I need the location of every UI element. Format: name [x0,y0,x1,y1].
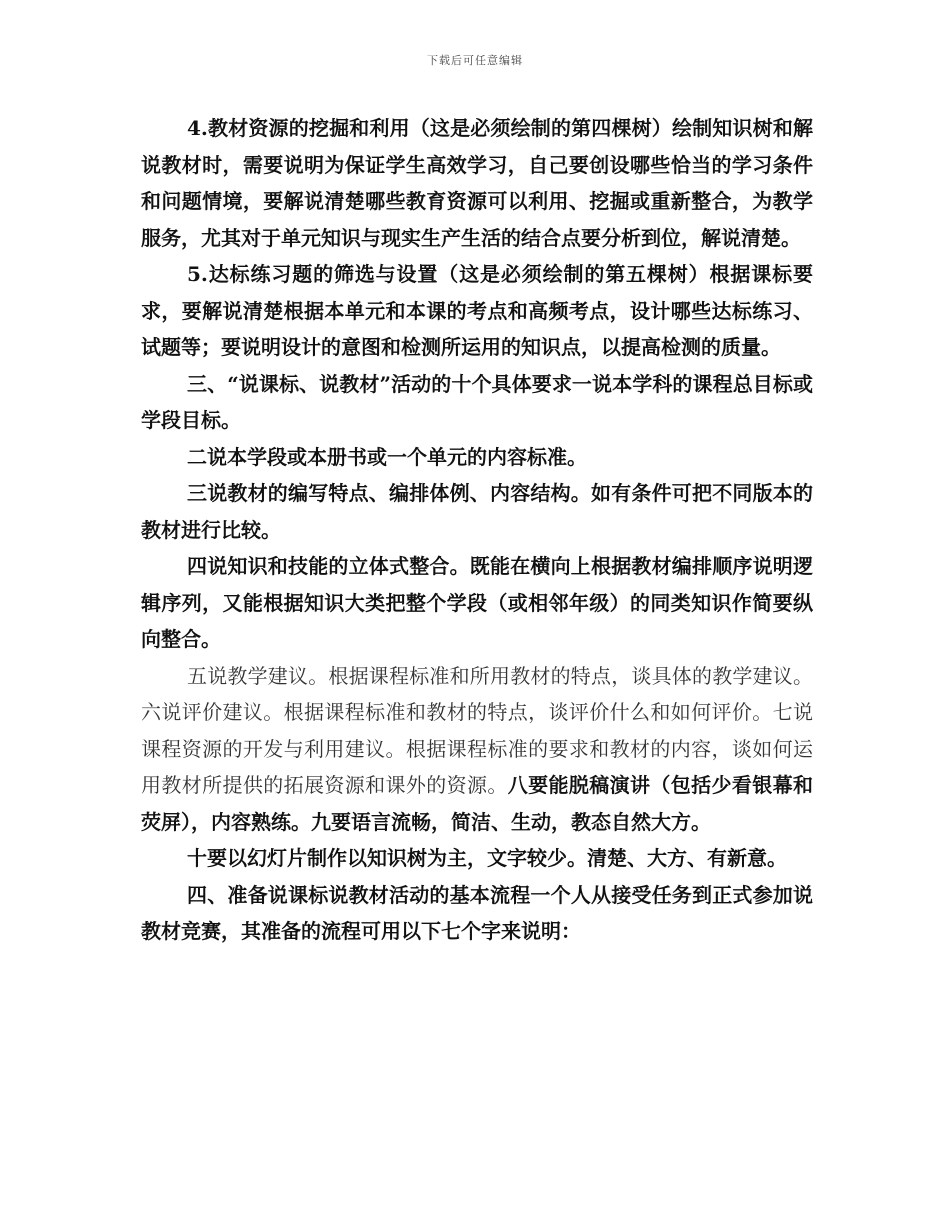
paragraph-slides-requirement: 十要以幻灯片制作以知识树为主，文字较少。清楚、大方、有新意。 [187,846,787,870]
page-header: 下载后可任意编辑 [427,54,523,67]
paragraph-content-standards: 二说本学段或本册书或一个单元的内容标准。 [187,444,587,469]
paragraph-presentation-requirements: 八要能脱稿演讲（包括少看银幕和荧屏），内容熟练。九要语言流畅，简洁、生动，教态自然大方。 [141,773,813,834]
document-body [141,110,813,950]
paragraph-teaching-resources: 4.教材资源的挖掘和利用（这是必须绘制的第四棵树）绘制知识树和解说教材时，需要说明为保证学生高效学习，自己要创设哪些恰当的学习条件和问题情境，要解说清楚哪些教育资源可以利用、挖掘或重新整合，为教学服务，尤其对于单元知识与现实生产生活的结合点要分析到位，解说清楚。 [141,116,813,250]
paragraph-textbook-features: 三说教材的编写特点、编排体例、内容结构。如有条件可把不同版本的教材进行比较。 [141,481,813,542]
paragraph-knowledge-integration: 四说知识和技能的立体式整合。既能在横向上根据教材编排顺序说明逻辑序列，又能根据知识大类把整个学段（或相邻年级）的同类知识作简要纵向整合。 [141,554,813,651]
paragraph-exercise-selection: 5.达标练习题的筛选与设置（这是必须绘制的第五棵树）根据课标要求，要解说清楚根据本单元和本课的考点和高频考点，设计哪些达标练习、试题等；要说明设计的意图和检测所运用的知识点，以提高检测的质量。 [141,262,813,359]
paragraph-teaching-suggestions [141,658,813,841]
paragraph-suggestions-text: 五说教学建议。根据课程标准和所用教材的特点，谈具体的教学建议。六说评价建议。根据课程标准和教材的特点，谈评价什么和如何评价。七说课程资源的开发与利用建议。根据课程标准的要求和教材的内容，谈如何运用教材所提供的拓展资源和课外的资源。 [141,663,813,797]
paragraph-section-three-heading: 三、“说课标、说教材”活动的十个具体要求一说本学科的课程总目标或学段目标。 [141,371,813,432]
paragraph-section-four-heading: 四、准备说课标说教材活动的基本流程一个人从接受任务到正式参加说教材竞赛，其准备的流程可用以下七个字来说明： [141,882,813,943]
